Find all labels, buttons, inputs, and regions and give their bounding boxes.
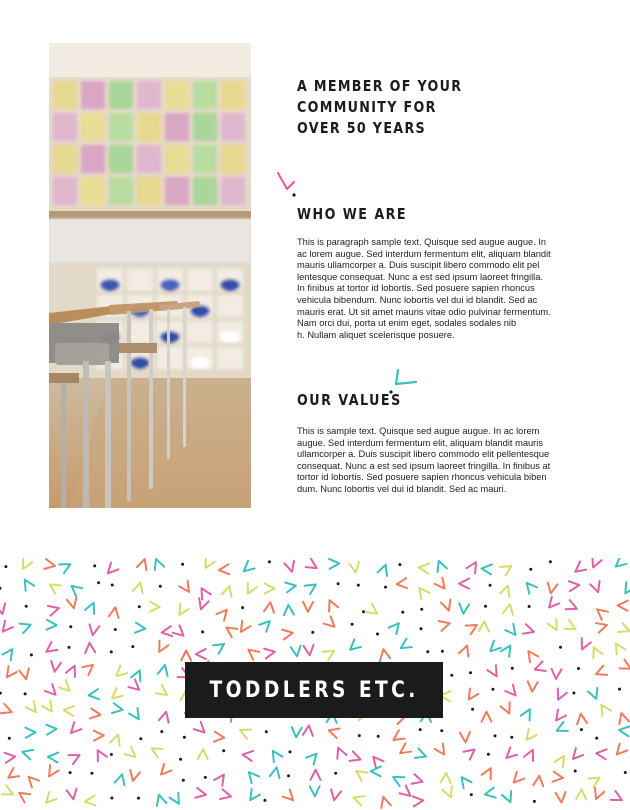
headline-line: OVER 50 YEARS [297,119,427,137]
page-headline [297,76,494,139]
classroom-photo [49,43,251,508]
brand-banner [185,662,443,718]
who-we-are-paragraph: This is paragraph sample text. Quisque sed augue augue. In ac lorem augue. Sed interdum fermentum elit, aliquam blandit mauris ullamcorper a. Duis suscipit libero commodo elit pel lentesque consequat. Nunc a est sed ipsum laoreet fringilla. In finibus at tortor id lobortis. Sed posuere sapien rhoncus vehicula bibendum. Nunc lobortis vel dui id blandit. Sed ac mauris erat. Ut sit amet mauris vitae odio pulvinar fermentum. Nam orci dui, porta ut enim eget, sodales sodales nib h. Nullam aliquet scelerisque posuere. [297,237,551,340]
our-values-title: OUR VALUES [297,391,402,409]
brand-name: TODDLERS ETC. [209,677,419,703]
headline-line: A MEMBER OF YOUR [297,77,463,95]
classroom-illustration [49,43,251,508]
who-we-are-title: WHO WE ARE [297,205,408,223]
our-values-paragraph: This is sample text. Quisque sed augue augue. In ac lorem augue. Sed interdum fermentum elit, aliquam blandit mauris ullamcorper a. Duis suscipit libero commodo elit pellentesque consequat. Nunc a est sed ipsum laoreet fringilla. In finibus at tortor id lobortis. Sed posuere sapien rhoncus vehicula biben dum. Nunc lobortis vel dui id blandit. Sed ac mauri. [297,426,551,494]
accent-chevron-icon [274,168,300,200]
headline-line: COMMUNITY FOR [297,98,437,116]
